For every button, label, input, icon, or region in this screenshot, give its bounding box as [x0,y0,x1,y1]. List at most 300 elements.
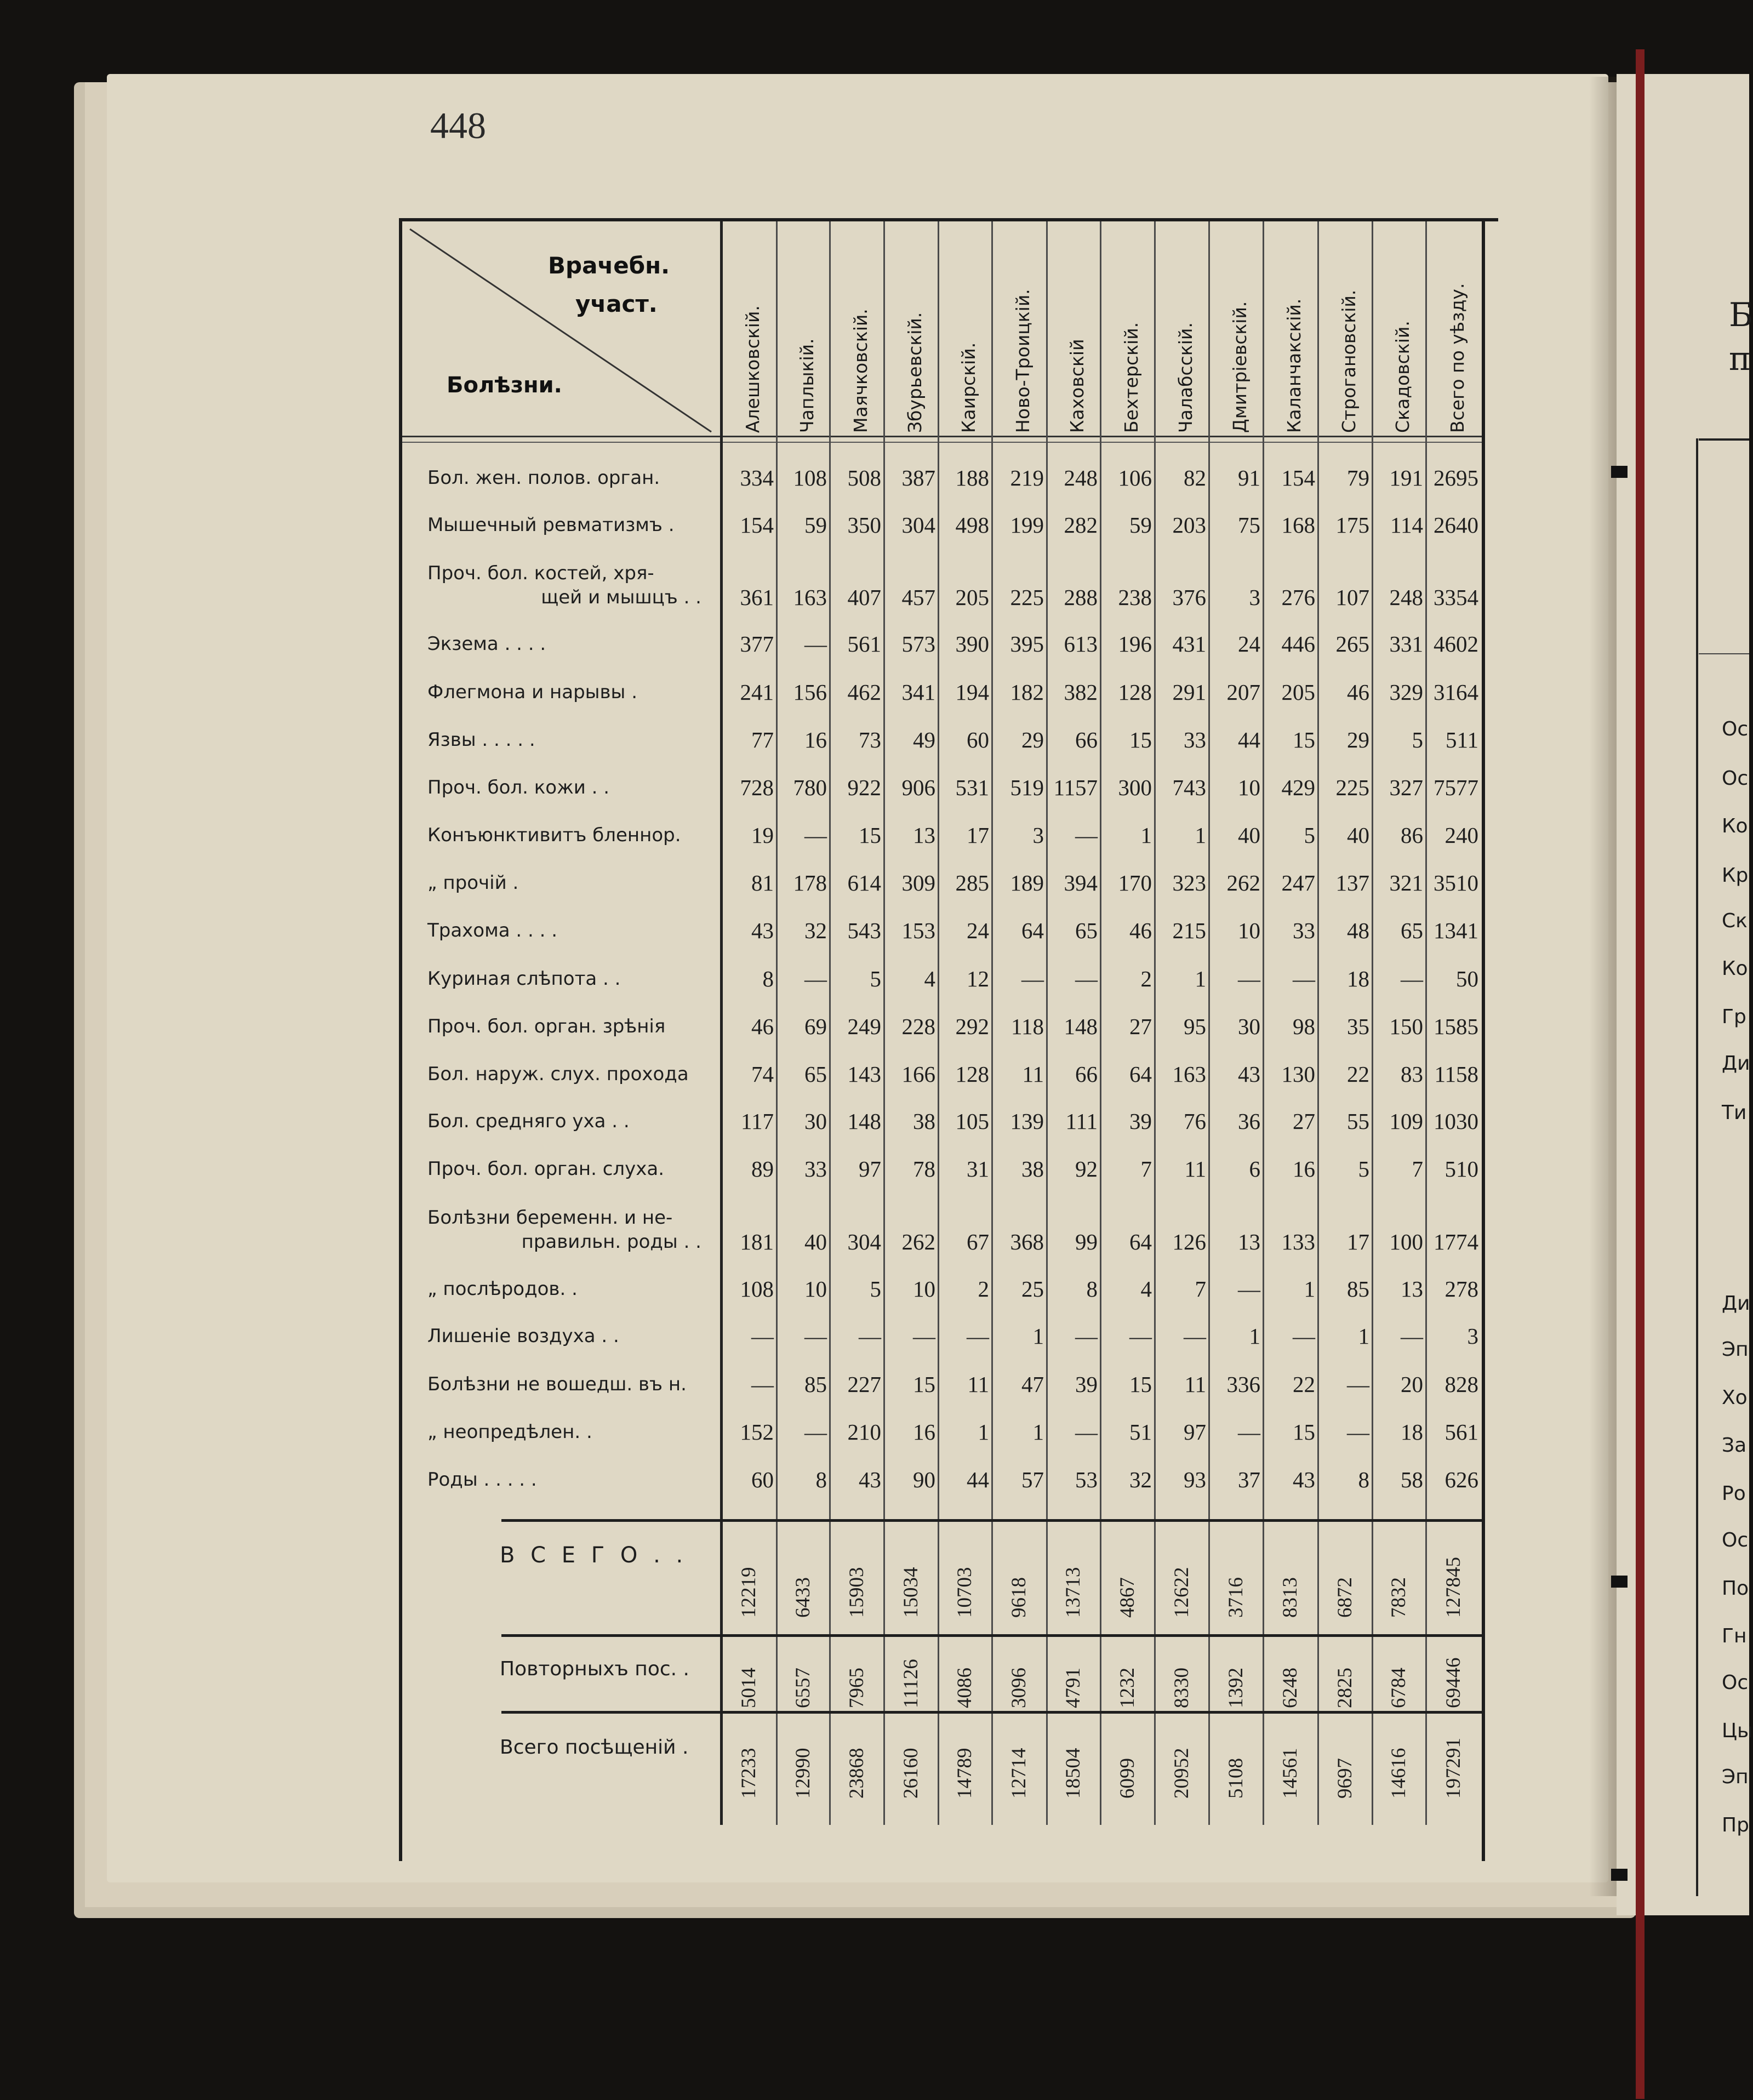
table-cell: 3354 [1434,585,1478,610]
table-cell: 189 [1010,870,1044,895]
header-rule [402,436,1482,437]
table-cell: 59 [804,512,827,538]
right-page-row-label: Ко [1722,957,1748,980]
summary-value: 6433 [791,1577,814,1618]
summary-cell [992,1525,1047,1618]
corner-label-district: Врачебн. [548,252,670,279]
table-cell: 1030 [1434,1109,1478,1134]
table-cell: 126 [1172,1229,1206,1254]
table-cell: 368 [1010,1229,1044,1254]
table-cell: 329 [1389,680,1423,705]
binding-thread [1611,1869,1628,1881]
table-cell: 69 [804,1014,827,1039]
table-cell: 10 [1238,918,1260,943]
right-page-row-label: Ос [1722,718,1749,740]
table-cell: 304 [901,512,935,538]
table-cell: 1341 [1434,918,1478,943]
table-cell: 111 [1065,1109,1098,1134]
table-cell: 17 [967,823,989,848]
table-cell: 728 [740,775,774,800]
row-label: Лишеніе воздуха . . [427,1325,619,1347]
table-cell: 74 [751,1062,774,1087]
table-cell: 1774 [1434,1229,1478,1254]
table-cell: 53 [1075,1467,1098,1492]
table-cell: 188 [955,465,989,490]
table-cell: 25 [1021,1276,1044,1302]
table-cell: 2 [1140,966,1152,991]
table-cell: 395 [1010,631,1044,657]
summary-cell [884,1716,939,1799]
summary-cell [1264,1640,1318,1708]
table-cell: 73 [859,727,881,752]
table-cell: 29 [1021,727,1044,752]
summary-cell [1318,1525,1373,1618]
table-cell: 247 [1281,870,1315,895]
table-cell: — [1075,1323,1098,1349]
table-cell: 207 [1226,680,1260,705]
table-cell: 5 [1412,727,1423,752]
table-cell: 1158 [1434,1062,1478,1087]
summary-cell [992,1716,1047,1799]
row-label: Бол. наруж. слух. прохода [427,1063,689,1085]
row-label: Язвы . . . . . [427,729,535,751]
corner-label-district-2: участ. [575,290,658,317]
column-header [777,252,830,433]
right-page-row-label: Ко [1722,815,1748,837]
table-cell: 22 [1347,1062,1369,1087]
table-cell: 108 [793,465,827,490]
table-cell: 79 [1347,465,1369,490]
table-cell: 18 [1347,966,1369,991]
table-cell: 1 [1195,823,1206,848]
table-cell: 613 [1064,631,1098,657]
column-header-label: Каланчакскій. [1283,298,1305,433]
table-cell: 191 [1389,465,1423,490]
table-cell: 828 [1444,1372,1478,1397]
table-cell: — [967,1323,989,1349]
table-cell: 205 [1281,680,1315,705]
table-cell: 35 [1347,1014,1369,1039]
summary-value: 127845 [1442,1557,1465,1618]
summary-cell [884,1640,939,1708]
row-label: Трахома . . . . [427,920,558,941]
table-cell: 50 [1456,966,1478,991]
table-cell: 331 [1389,631,1423,657]
table-cell: — [1293,1323,1315,1349]
table-cell: 92 [1075,1156,1098,1182]
table-cell: 95 [1184,1014,1206,1039]
right-table-top [1699,438,1749,441]
summary-cell [1155,1640,1209,1708]
table-cell: — [804,966,827,991]
summary-value: 11126 [899,1659,922,1708]
summary-value: 15034 [899,1567,922,1618]
table-cell: 139 [1010,1109,1044,1134]
table-cell: 8 [762,966,774,991]
table-cell: 194 [955,680,989,705]
table-cell: 5 [1358,1156,1369,1182]
table-cell: 58 [1401,1467,1423,1492]
summary-cell [1047,1525,1101,1618]
summary-value: 13713 [1062,1567,1084,1618]
table-cell: 291 [1172,680,1206,705]
table-cell: 15 [1129,727,1152,752]
table-cell: 43 [1293,1467,1315,1492]
summary-value: 6872 [1333,1577,1356,1618]
table-cell: 1 [1195,966,1206,991]
summary-rule [501,1711,1482,1714]
summary-cell [1426,1525,1482,1618]
table-cell: 108 [740,1276,774,1302]
column-header-label: Строгановскій. [1338,289,1360,433]
row-label: Проч. бол. костей, хря- [427,562,654,584]
table-cell: 6 [1249,1156,1260,1182]
table-cell: — [1075,823,1098,848]
table-cell: 5 [870,1276,881,1302]
row-label: Мышечный ревматизмъ . [427,514,675,536]
summary-cell [1101,1640,1155,1708]
table-cell: 109 [1389,1109,1423,1134]
column-header-label: Збурьевскій. [904,312,926,433]
table-cell: 48 [1347,918,1369,943]
right-page-row-label: Ди [1722,1292,1750,1315]
row-label: Бол. жен. полов. орган. [427,467,660,489]
table-cell: 57 [1021,1467,1044,1492]
table-cell: 376 [1172,585,1206,610]
table-cell: 780 [793,775,827,800]
summary-cell [1264,1525,1318,1618]
right-page-row-label: Эп [1722,1338,1749,1361]
table-cell: 508 [847,465,881,490]
table-cell: — [859,1323,881,1349]
right-page-row-label: Хо [1722,1386,1748,1409]
table-cell: 462 [847,680,881,705]
summary-cell [1426,1716,1482,1799]
summary-value: 6248 [1279,1668,1301,1708]
table-cell: 241 [740,680,774,705]
table-cell: 215 [1172,918,1206,943]
table-cell: — [1238,966,1260,991]
table-cell: 626 [1444,1467,1478,1492]
right-page-row-label: Ос [1722,767,1749,790]
table-cell: 1585 [1434,1014,1478,1039]
all-visits-label: Всего посѣщеній . [500,1736,689,1759]
table-cell: 1 [1140,823,1152,848]
summary-cell [1373,1640,1426,1708]
table-cell: 39 [1129,1109,1152,1134]
table-cell: 11 [1022,1062,1044,1087]
table-cell: 47 [1021,1372,1044,1397]
table-cell: 8 [1358,1467,1369,1492]
table-cell: — [1238,1276,1260,1302]
table-cell: 210 [847,1419,881,1445]
summary-cell [1101,1716,1155,1799]
table-cell: 78 [913,1156,935,1182]
table-cell: 93 [1184,1467,1206,1492]
table-cell: 30 [1238,1014,1260,1039]
table-cell: — [1347,1419,1369,1445]
summary-value: 6099 [1116,1758,1139,1799]
table-cell: 85 [804,1372,827,1397]
table-cell: 7 [1412,1156,1423,1182]
table-cell: 199 [1010,512,1044,538]
row-label: Флегмона и нарывы . [427,681,637,703]
table-cell: 55 [1347,1109,1369,1134]
table-cell: 446 [1281,631,1315,657]
column-header [1426,252,1482,433]
summary-cell [830,1640,884,1708]
table-cell: 15 [1129,1372,1152,1397]
table-cell: 394 [1064,870,1098,895]
table-cell: 64 [1021,918,1044,943]
table-cell: 90 [913,1467,935,1492]
table-cell: 19 [751,823,774,848]
table-cell: 33 [1184,727,1206,752]
summary-cell [1209,1640,1264,1708]
table-cell: 44 [1238,727,1260,752]
table-cell: 7 [1195,1276,1206,1302]
table-cell: 15 [1293,727,1315,752]
table-cell: 66 [1075,727,1098,752]
row-label: Экзема . . . . [427,633,546,655]
table-cell: 15 [859,823,881,848]
table-cell: 24 [967,918,989,943]
summary-value: 8330 [1170,1668,1193,1708]
table-cell: 248 [1064,465,1098,490]
summary-value: 4086 [953,1668,976,1708]
column-header-label: Каховскій [1066,339,1088,433]
table-cell: 3164 [1434,680,1478,705]
column-header-label: Скадовскій. [1392,321,1413,433]
table-cell: 65 [1401,918,1423,943]
table-cell: 65 [804,1062,827,1087]
table-cell: — [1401,966,1423,991]
table-cell: 117 [741,1109,774,1134]
summary-value: 197291 [1442,1738,1465,1799]
table-cell: 457 [901,585,935,610]
summary-cell [939,1525,992,1618]
summary-value: 12219 [738,1567,760,1618]
table-cell: 196 [1118,631,1152,657]
table-cell: 288 [1064,585,1098,610]
table-cell: 341 [901,680,935,705]
row-label: Конъюнктивитъ бленнор. [427,824,681,846]
table-cell: 118 [1011,1014,1044,1039]
table-cell: 1157 [1053,775,1098,800]
table-cell: 143 [847,1062,881,1087]
table-cell: 98 [1293,1014,1315,1039]
table-cell: 168 [1281,512,1315,538]
table-cell: 203 [1172,512,1206,538]
table-cell: 82 [1184,465,1206,490]
table-cell: 30 [804,1109,827,1134]
table-cell: 300 [1118,775,1152,800]
summary-value: 14561 [1279,1748,1301,1799]
row-label: Болѣзни беременн. и не- [427,1207,673,1229]
binding-thread [1611,1576,1628,1588]
summary-value: 1232 [1116,1668,1139,1708]
table-cell: 922 [847,775,881,800]
table-cell: 16 [804,727,827,752]
corner-label-diseases: Болѣзни. [447,373,562,398]
table-cell: 32 [1129,1467,1152,1492]
table-cell: 10 [1238,775,1260,800]
table-cell: 46 [1347,680,1369,705]
summary-cell [992,1640,1047,1708]
table-cell: 154 [1281,465,1315,490]
right-page-row-label: Ск [1722,910,1748,932]
table-cell: 43 [859,1467,881,1492]
summary-cell [939,1716,992,1799]
table-cell: 15 [913,1372,935,1397]
table-cell: 77 [751,727,774,752]
summary-cell [777,1640,830,1708]
table-cell: 60 [751,1467,774,1492]
table-cell: 20 [1401,1372,1423,1397]
table-cell: 248 [1389,585,1423,610]
totals-label: В С Е Г О . . [500,1543,688,1568]
summary-value: 26160 [899,1748,922,1799]
table-cell: 13 [1238,1229,1260,1254]
column-header [830,252,884,433]
table-cell: 43 [1238,1062,1260,1087]
table-cell: 27 [1293,1109,1315,1134]
summary-rule [501,1634,1482,1637]
table-cell: 40 [1347,823,1369,848]
table-cell: — [1401,1323,1423,1349]
summary-cell [830,1716,884,1799]
summary-value: 5108 [1224,1758,1247,1799]
table-cell: 10 [913,1276,935,1302]
table-cell: 227 [847,1372,881,1397]
column-header-label: Бехтерскій. [1120,322,1142,433]
table-cell: 382 [1064,680,1098,705]
summary-cell [1426,1640,1482,1708]
table-cell: 11 [967,1372,989,1397]
summary-value: 8313 [1279,1577,1301,1618]
table-cell: 531 [955,775,989,800]
row-label: Роды . . . . . [427,1469,537,1491]
summary-cell [1373,1525,1426,1618]
table-cell: 3 [1467,1323,1478,1349]
table-cell: 262 [1226,870,1260,895]
column-header [1101,252,1155,433]
table-cell: 4602 [1434,631,1478,657]
summary-value: 12714 [1008,1748,1030,1799]
right-page-title-1: Б [1729,296,1753,334]
table-cell: 130 [1281,1062,1315,1087]
row-label: Бол. средняго уха . . [427,1110,630,1132]
table-cell: 163 [793,585,827,610]
table-cell: 334 [740,465,774,490]
table-cell: 154 [740,512,774,538]
table-cell: 278 [1444,1276,1478,1302]
right-page-row-label: Гр [1722,1006,1746,1028]
table-cell: 65 [1075,918,1098,943]
table-cell: — [804,1323,827,1349]
table-cell: — [1075,1419,1098,1445]
table-cell: 498 [955,512,989,538]
table-cell: 99 [1075,1229,1098,1254]
table-cell: 8 [1086,1276,1098,1302]
table-cell: 128 [955,1062,989,1087]
row-label: Проч. бол. орган. слуха. [427,1158,665,1180]
summary-value: 4791 [1062,1668,1084,1708]
summary-value: 7832 [1387,1577,1410,1618]
table-cell: 43 [751,918,774,943]
right-page-row-label: Ос [1722,1529,1749,1551]
summary-value: 23868 [845,1748,868,1799]
table-cell: 1 [1032,1323,1044,1349]
column-header [992,252,1047,433]
table-cell: 40 [804,1229,827,1254]
table-cell: — [913,1323,935,1349]
table-cell: 32 [804,918,827,943]
row-label: щей и мышцъ . . [541,586,701,608]
table-cell: 238 [1118,585,1152,610]
table-cell: 1 [1304,1276,1315,1302]
column-header-label: Алешковскій. [742,305,763,433]
table-cell: 543 [847,918,881,943]
table-cell: 350 [847,512,881,538]
table-cell: — [804,823,827,848]
table-cell: 89 [751,1156,774,1182]
right-page-row-label: По [1722,1577,1749,1600]
table-cell: 67 [967,1229,989,1254]
table-cell: 114 [1390,512,1423,538]
summary-value: 3096 [1008,1668,1030,1708]
table-cell: 49 [913,727,935,752]
column-header [884,252,939,433]
row-label: „ послѣродов. . [427,1278,578,1300]
table-cell: 4 [924,966,935,991]
table-cell: 205 [955,585,989,610]
table-cell: 510 [1444,1156,1478,1182]
right-page-row-label: Ро [1722,1482,1746,1505]
summary-cell [1209,1525,1264,1618]
right-page-row-label: Пр [1722,1814,1749,1836]
right-page-row-label: Эп [1722,1766,1749,1788]
table-cell: 105 [955,1109,989,1134]
table-cell: 336 [1226,1372,1260,1397]
table-cell: 225 [1335,775,1369,800]
table-cell: 33 [804,1156,827,1182]
summary-value: 6784 [1387,1668,1410,1708]
table-cell: — [1238,1419,1260,1445]
table-cell: 4 [1140,1276,1152,1302]
table-cell: 561 [847,631,881,657]
table-cell: 24 [1238,631,1260,657]
table-cell: 166 [901,1062,935,1087]
table-cell: 133 [1281,1229,1315,1254]
summary-value: 10703 [953,1567,976,1618]
summary-cell [1101,1525,1155,1618]
table-cell: 3 [1249,585,1260,610]
table-cell: 59 [1129,512,1152,538]
right-page-row-label: Кр [1722,864,1749,887]
table-cell: 86 [1401,823,1423,848]
column-header-label: Всего по уѣзду. [1446,283,1468,433]
summary-value: 9697 [1333,1758,1356,1799]
summary-cell [939,1640,992,1708]
summary-cell [722,1716,777,1799]
summary-cell [1318,1716,1373,1799]
summary-cell [1264,1716,1318,1799]
right-page-row-label: Ти [1722,1102,1747,1124]
summary-value: 9618 [1008,1577,1030,1618]
table-cell: — [1129,1323,1152,1349]
table-cell: 107 [1335,585,1369,610]
